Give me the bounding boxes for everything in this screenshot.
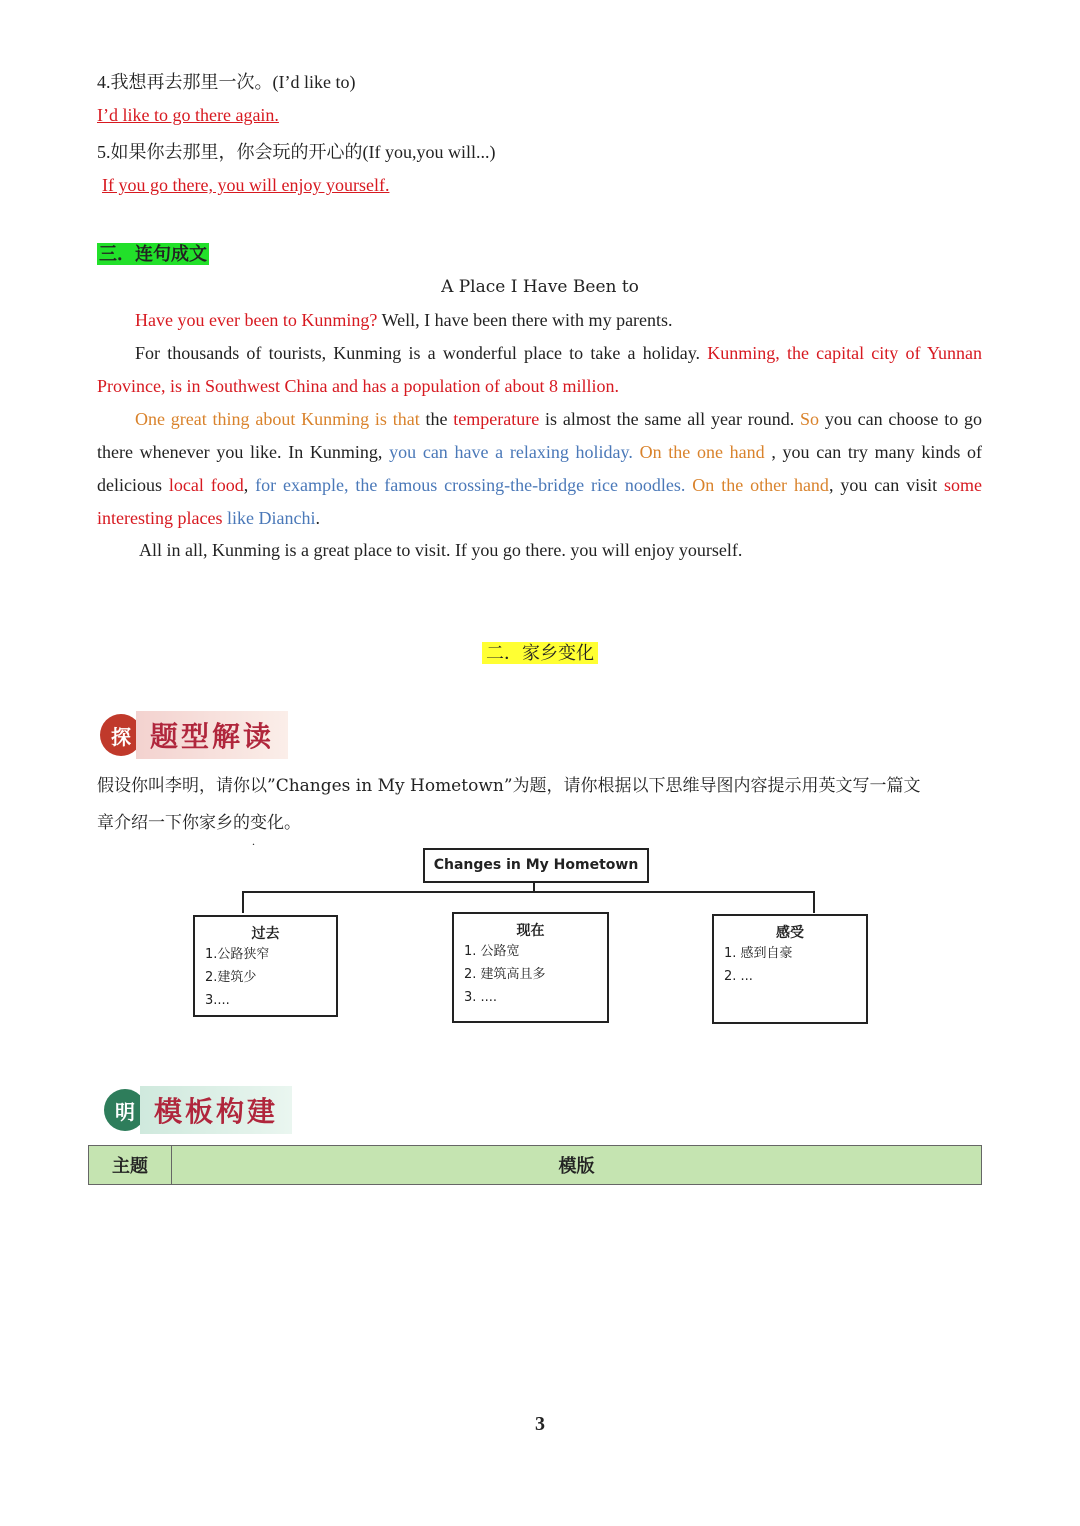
template-table-header-row bbox=[89, 1146, 982, 1185]
p3-s5: So bbox=[800, 409, 820, 429]
p3-s6: you can choose to go there whenever you like. In Kunming, bbox=[97, 409, 982, 462]
question-4-answer: I’d like to go there again. bbox=[97, 105, 279, 125]
section-3-heading bbox=[97, 240, 209, 266]
p3-s13: for example, the famous crossing-the-bridge rice noodles. bbox=[255, 475, 686, 495]
p3-s4: is almost the same all year round. bbox=[539, 409, 801, 429]
p3-s7: you can have a relaxing holiday. bbox=[389, 442, 633, 462]
p3-s8 bbox=[633, 442, 640, 462]
question-type-badge bbox=[100, 711, 288, 759]
p2-red: Kunming, the capital city of Yunnan Province, is in Southwest China and has a population of about 8 million. bbox=[97, 343, 982, 396]
section-2-heading-text: 二．家乡变化 bbox=[482, 642, 598, 664]
p3-s11: local food bbox=[168, 475, 244, 495]
template-header-template: 模版 bbox=[172, 1146, 982, 1185]
essay-paragraph-3 bbox=[97, 403, 982, 535]
template-build-badge bbox=[104, 1086, 292, 1134]
essay-paragraph-4: All in all, Kunming is a great place to visit. If you go there. you will enjoy yourself. bbox=[139, 540, 743, 560]
p3-s1: One great thing about Kunming is that bbox=[135, 409, 420, 429]
p3-s2: the bbox=[419, 409, 454, 429]
question-5-answer: If you go there, you will enjoy yourself. bbox=[102, 175, 390, 195]
mindmap-feel-box bbox=[712, 914, 868, 1024]
mindmap-past-box bbox=[193, 915, 338, 1017]
essay-paragraph-2 bbox=[97, 337, 982, 403]
past-title: 过去 bbox=[251, 926, 280, 942]
template-header-topic: 主题 bbox=[89, 1146, 172, 1185]
feel-item: 2. ... bbox=[724, 969, 753, 984]
now-title: 现在 bbox=[516, 923, 545, 939]
mindmap-connector-left bbox=[242, 891, 244, 913]
feel-item: 1. 感到自豪 bbox=[724, 946, 793, 961]
past-item: 1.公路狭窄 bbox=[205, 947, 270, 962]
question-5-prompt: 5.如果你去那里，你会玩的开心的(If you,you will...) bbox=[97, 142, 496, 162]
badge-2-circle-icon: 明 bbox=[104, 1089, 146, 1131]
p3-s10: , you can try many kinds of delicious bbox=[97, 442, 983, 495]
now-item: 1. 公路宽 bbox=[464, 944, 520, 959]
p3-s9: On the one hand bbox=[639, 442, 765, 462]
prompt-line-1: 假设你叫李明，请你以”Changes in My Hometown”为题，请你根据以下思维导图内容提示用英文写一篇文 bbox=[97, 776, 921, 796]
p1-rest: Well, I have been there with my parents. bbox=[377, 310, 673, 330]
mindmap-now-box bbox=[452, 912, 609, 1023]
past-item: 2.建筑少 bbox=[205, 970, 257, 985]
stray-dot: . bbox=[252, 834, 255, 848]
badge-1-circle-icon: 探 bbox=[100, 714, 142, 756]
badge-1-label: 题型解读 bbox=[136, 711, 288, 759]
question-4-prompt: 4.我想再去那里一次。(I’d like to) bbox=[97, 72, 356, 92]
section-2-heading bbox=[0, 639, 1080, 665]
past-item: 3.... bbox=[205, 993, 230, 1008]
p2-plain: For thousands of tourists, Kunming is a wonderful place to take a holiday. bbox=[135, 343, 708, 363]
p3-s16: , you can visit bbox=[828, 475, 944, 495]
section-3-heading-text: 三．连句成文 bbox=[99, 244, 207, 264]
p3-s15: On the other hand bbox=[692, 475, 829, 495]
mindmap-connector-horizontal bbox=[242, 891, 815, 893]
p3-s20: . bbox=[315, 508, 320, 528]
p1-red: Have you ever been to Kunming? bbox=[135, 310, 378, 330]
p3-s3: temperature bbox=[453, 409, 540, 429]
p3-s19: like Dianchi bbox=[226, 508, 316, 528]
page-number: 3 bbox=[535, 1413, 545, 1435]
mindmap-root-label: Changes in My Hometown bbox=[433, 857, 639, 873]
mindmap-root-box bbox=[423, 848, 649, 883]
p3-s17: some interesting places bbox=[97, 475, 982, 528]
feel-title: 感受 bbox=[776, 925, 804, 941]
essay-title: A Place I Have Been to bbox=[441, 277, 639, 297]
mindmap-connector-root bbox=[533, 881, 535, 891]
badge-2-label: 模板构建 bbox=[140, 1086, 292, 1134]
now-item: 3. .... bbox=[464, 990, 498, 1005]
now-item: 2. 建筑高且多 bbox=[464, 967, 546, 982]
prompt-line-2: 章介绍一下你家乡的变化。 bbox=[97, 813, 301, 833]
template-table bbox=[88, 1145, 982, 1185]
p3-s12: , bbox=[243, 475, 256, 495]
essay-paragraph-1 bbox=[97, 304, 982, 337]
mindmap-connector-right bbox=[813, 891, 815, 913]
